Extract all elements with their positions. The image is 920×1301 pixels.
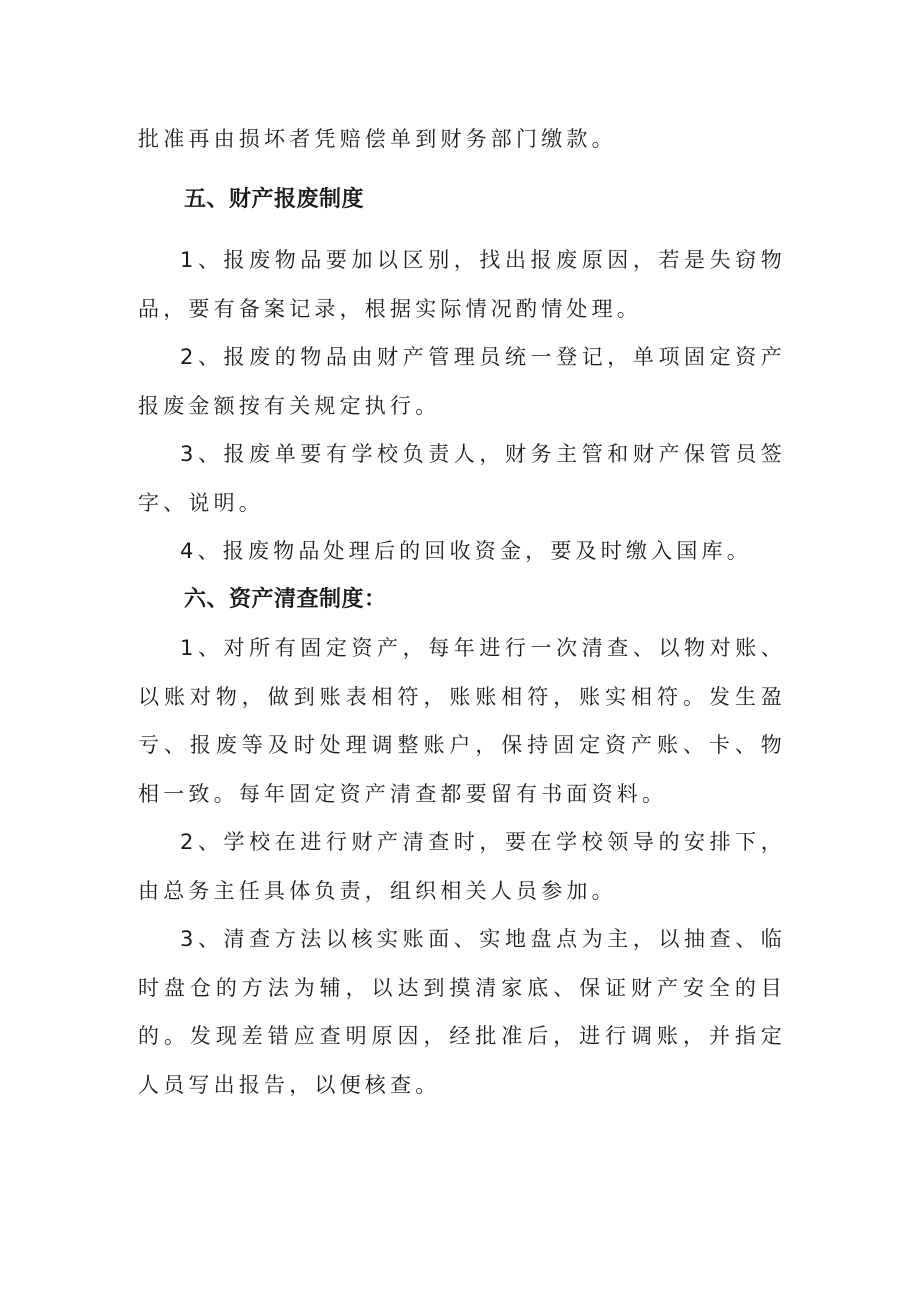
paragraph-scrap-4: 4、报废物品处理后的回收资金，要及时缴入国库。 bbox=[180, 539, 752, 563]
paragraph-scrap-2: 2、报废的物品由财产管理员统一登记，单项固定资产报废金额按有关规定执行。 bbox=[138, 345, 786, 418]
paragraph-inventory-2: 2、学校在进行财产清查时，要在学校领导的安排下，由总务主任具体负责，组织相关人员参加。 bbox=[138, 830, 786, 903]
paragraph-scrap-1: 1、报废物品要加以区别，找出报废原因，若是失窃物品，要有备案记录，根据实际情况酌情处理。 bbox=[138, 248, 786, 321]
paragraph-scrap-3: 3、报废单要有学校负责人，财务主管和财产保管员签字、说明。 bbox=[138, 442, 786, 515]
paragraph-continuation: 批准再由损坏者凭赔偿单到财务部门缴款。 bbox=[138, 127, 617, 151]
document-body bbox=[138, 115, 786, 1109]
spacer bbox=[138, 164, 786, 176]
paragraph-inventory-3: 3、清查方法以核实账面、实地盘点为主，以抽查、临时盘仓的方法为辅，以达到摸清家底、保证财产安全的目的。发现差错应查明原因，经批准后，进行调账，并指定人员写出报告，以便核查。 bbox=[138, 927, 786, 1097]
section-heading-asset-inventory: 六、资产清查制度： bbox=[184, 586, 387, 612]
paragraph-inventory-1: 1、对所有固定资产，每年进行一次清查、以物对账、以账对物，做到账表相符，账账相符，账实相符。发生盈亏、报废等及时处理调整账户，保持固定资产账、卡、物相一致。每年固定资产清查都要留有书面资料。 bbox=[138, 636, 786, 806]
spacer bbox=[138, 224, 786, 236]
section-heading-scrap-policy: 五、财产报废制度 bbox=[184, 186, 365, 212]
